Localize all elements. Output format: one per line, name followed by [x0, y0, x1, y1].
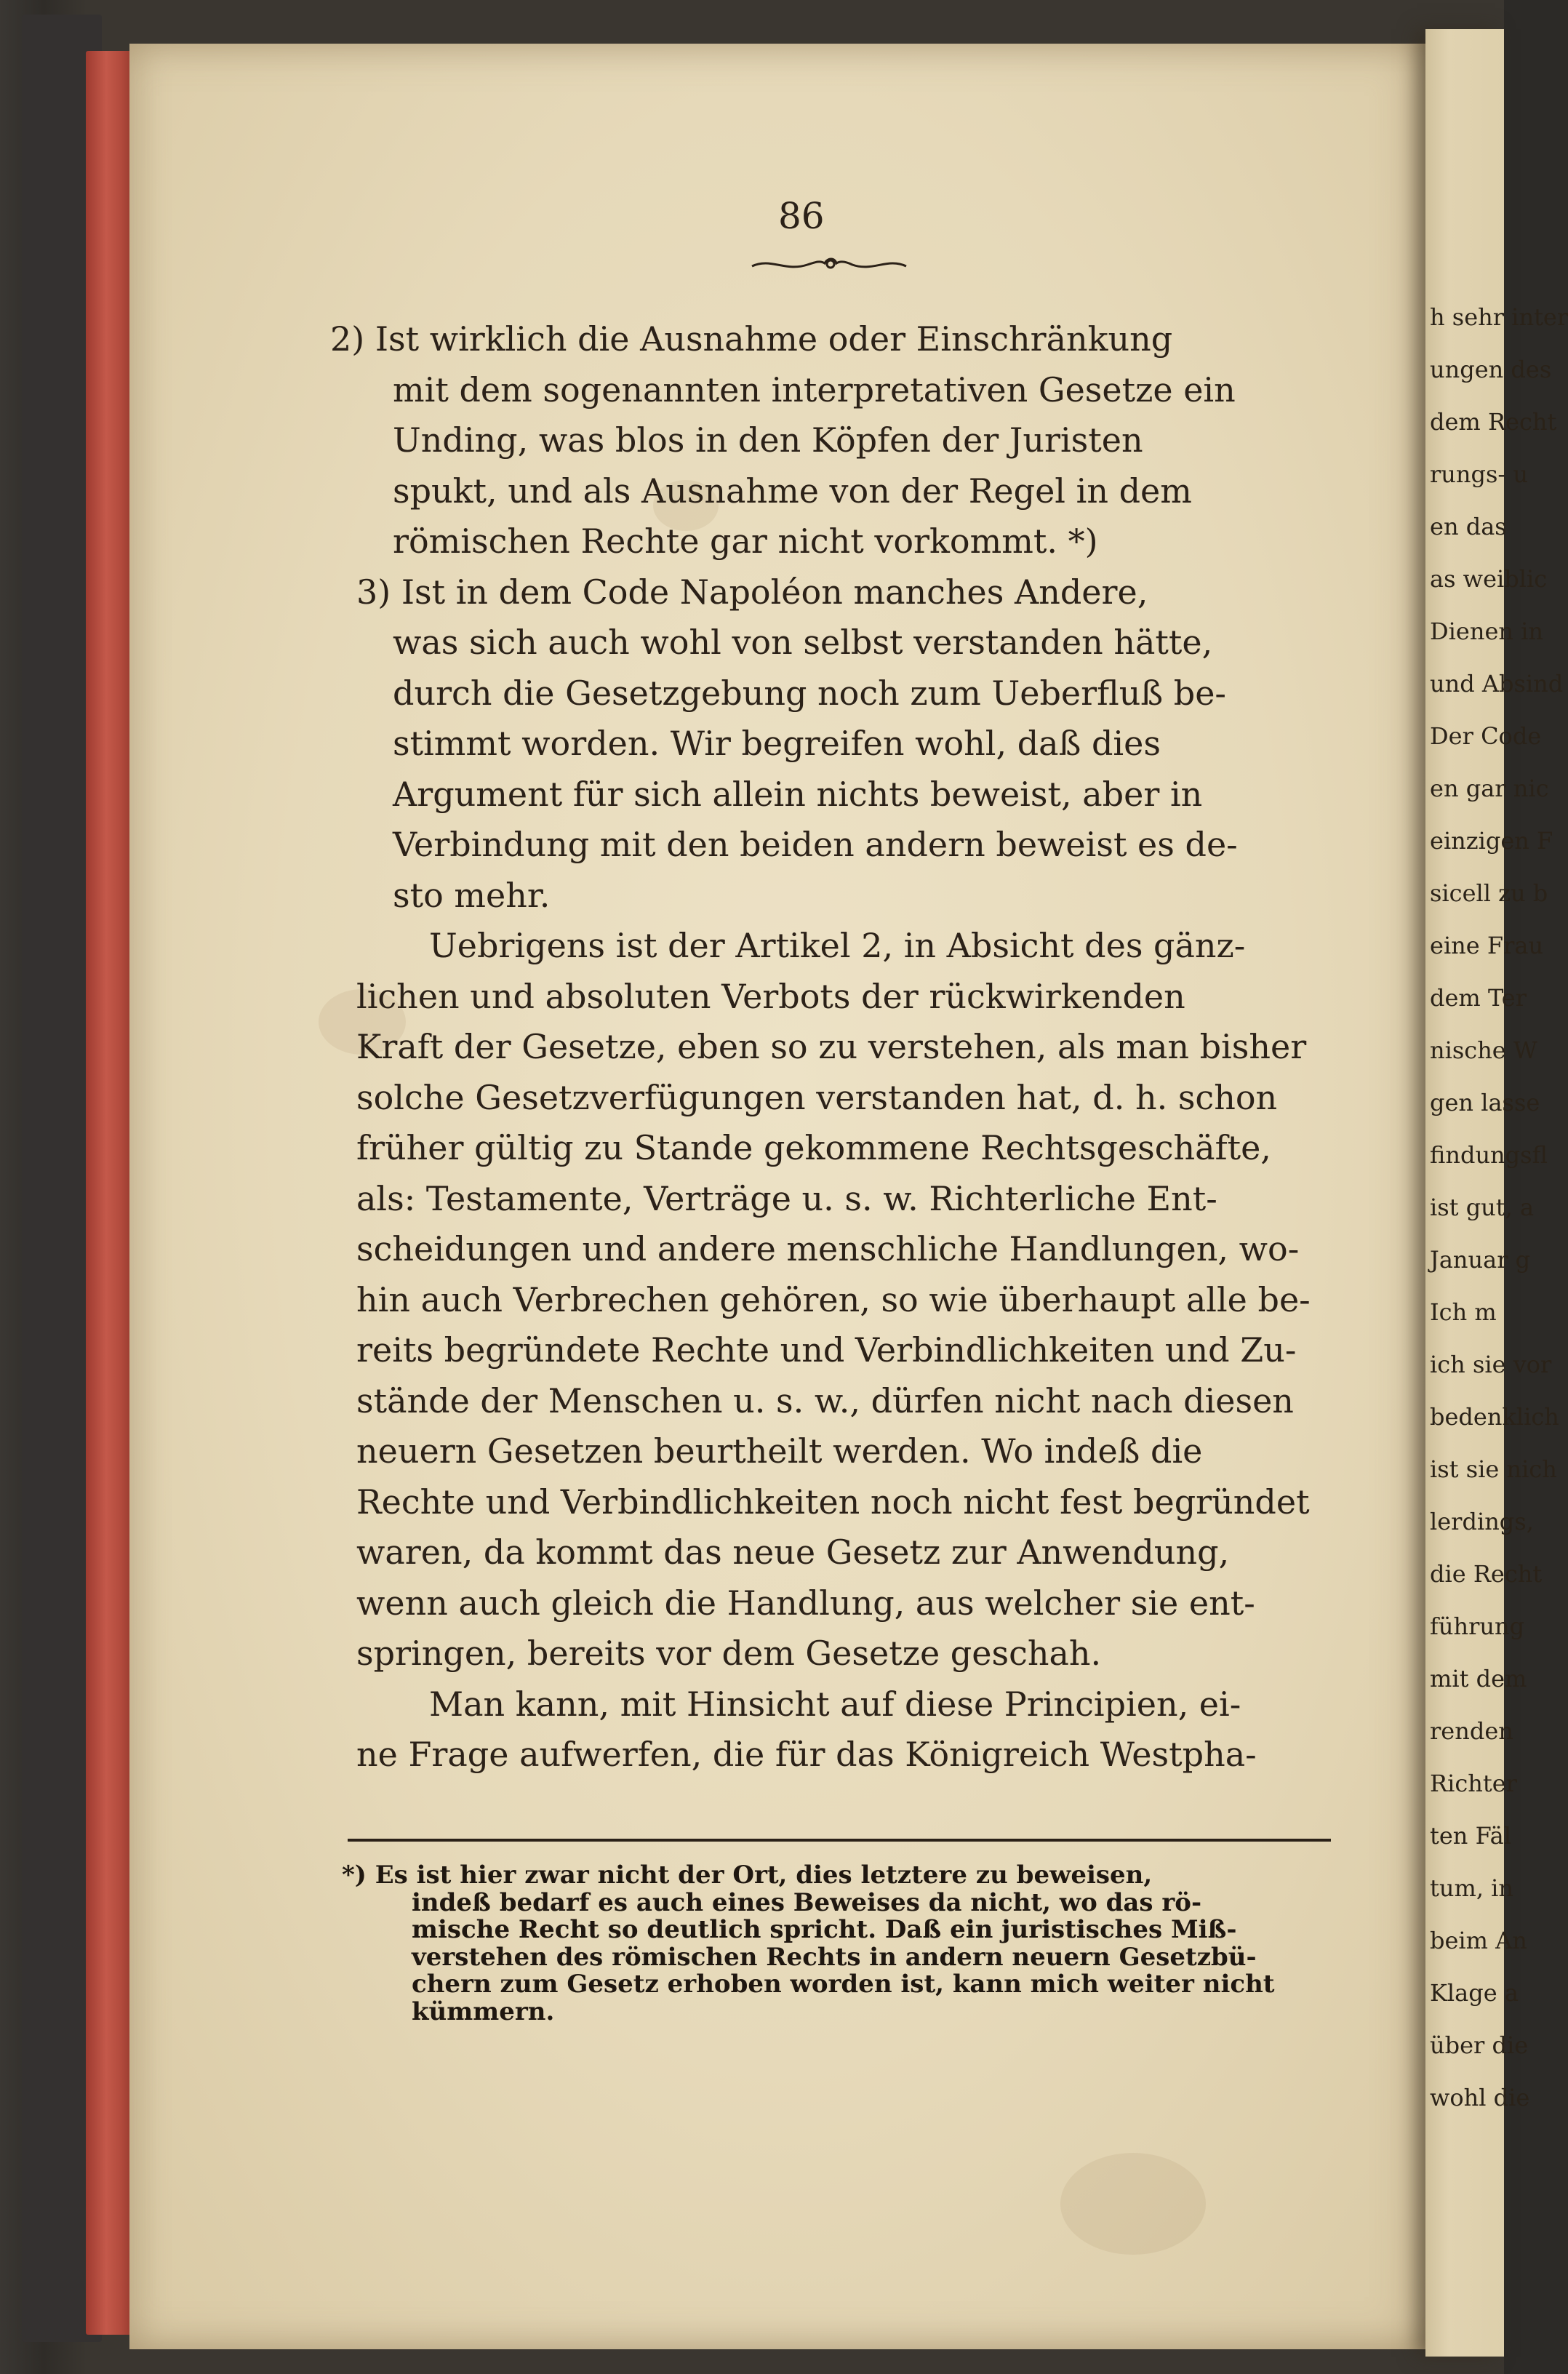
text-line: Man kann, mit Hinsicht auf diese Principien, ei-	[429, 1684, 1241, 1724]
facing-line: nische W	[1430, 1036, 1537, 1064]
facing-line: ich sie vor	[1430, 1351, 1552, 1378]
facing-line: ungen des	[1430, 356, 1552, 383]
facing-line: bedenklich	[1430, 1403, 1559, 1431]
facing-line: dem Recht	[1430, 408, 1557, 436]
facing-line: ten Fäl	[1430, 1822, 1511, 1850]
text-line: springen, bereits vor dem Gesetze geschah.	[356, 1634, 1102, 1673]
facing-line: sicell zu b	[1430, 879, 1548, 907]
facing-line: as weiblic	[1430, 565, 1548, 593]
text-line: mit dem sogenannten interpretativen Gesetze ein	[393, 369, 1236, 409]
facing-line: ist gut, a	[1430, 1194, 1535, 1221]
text-line: Uebrigens ist der Artikel 2, in Absicht des gänz-	[429, 926, 1246, 965]
facing-page-text	[1425, 29, 1568, 2124]
facing-page-edge	[1425, 29, 1568, 2357]
text-line: als: Testamente, Verträge u. s. w. Richterliche Ent-	[356, 1178, 1217, 1218]
facing-line: ist sie nich	[1430, 1455, 1557, 1483]
footnote-rule	[348, 1839, 1331, 1842]
paper-stain	[1060, 2153, 1206, 2255]
paragraph-item-3	[313, 567, 1345, 922]
text-line: Verbindung mit den beiden andern beweist es de-	[393, 825, 1238, 864]
text-line: Rechte und Verbindlichkeiten noch nicht fest begründet	[356, 1482, 1310, 1522]
facing-line: die Recht	[1430, 1560, 1543, 1588]
facing-line: gen lasse	[1430, 1089, 1540, 1116]
facing-line: findungsfl	[1430, 1141, 1548, 1169]
text-line: stimmt worden. Wir begreifen wohl, daß dies	[393, 724, 1161, 763]
text-line: 2) Ist wirklich die Ausnahme oder Einschränkung	[330, 319, 1173, 359]
facing-line: Klage a	[1430, 1979, 1519, 2007]
text-line: Kraft der Gesetze, eben so zu verstehen, als man bisher	[356, 1027, 1307, 1066]
facing-line: renden	[1430, 1717, 1513, 1745]
facing-line: Januar g	[1430, 1246, 1531, 1274]
text-line: ne Frage aufwerfen, die für das Königreich Westpha-	[356, 1735, 1257, 1774]
facing-line: über die	[1430, 2031, 1529, 2059]
facing-line: en das	[1430, 513, 1507, 540]
facing-line: eine Frau	[1430, 932, 1544, 959]
page-number: 86	[778, 195, 825, 237]
paragraph-body	[313, 921, 1345, 1679]
facing-line: rungs- u	[1430, 460, 1529, 488]
footnote-line: indeß bedarf es auch eines Beweises da nicht, wo das rö-	[412, 1887, 1202, 1917]
text-line: stände der Menschen u. s. w., dürfen nicht nach diesen	[356, 1380, 1294, 1420]
text-line: solche Gesetzverfügungen verstanden hat, d. h. schon	[356, 1077, 1278, 1117]
main-text	[313, 314, 1345, 1780]
facing-line: und Absind	[1430, 670, 1564, 698]
footnote-line: *) Es ist hier zwar nicht der Ort, dies letztere zu beweisen,	[342, 1861, 1153, 1890]
text-line: römischen Rechte gar nicht vorkommt. *)	[393, 521, 1098, 561]
facing-line: h sehr inter	[1430, 303, 1568, 331]
text-line: waren, da kommt das neue Gesetz zur Anwendung,	[356, 1532, 1230, 1572]
text-line: 3) Ist in dem Code Napoléon manches Andere,	[356, 572, 1148, 612]
facing-line: lerdings,	[1430, 1508, 1534, 1535]
facing-line: beim An	[1430, 1927, 1527, 1954]
facing-line: einzigen F	[1430, 827, 1553, 855]
text-line: was sich auch wohl von selbst verstanden hätte,	[393, 623, 1213, 662]
facing-line: en gar nic	[1430, 775, 1549, 802]
facing-line: dem Ter	[1430, 984, 1527, 1012]
text-line: sto mehr.	[393, 875, 551, 915]
paragraph-item-2	[313, 314, 1345, 567]
facing-line: führung	[1430, 1612, 1525, 1640]
footnote-line: mische Recht so deutlich spricht. Daß ein juristisches Miß-	[412, 1915, 1237, 1944]
text-line: spukt, und als Ausnahme von der Regel in dem	[393, 471, 1192, 511]
text-line: früher gültig zu Stande gekommene Rechtsgeschäfte,	[356, 1128, 1271, 1167]
facing-line: wohl die	[1430, 2084, 1530, 2111]
text-line: hin auch Verbrechen gehören, so wie überhaupt alle be-	[356, 1279, 1311, 1319]
facing-line: tum, in	[1430, 1874, 1513, 1902]
facing-line: mit dem	[1430, 1665, 1527, 1692]
text-line: scheidungen und andere menschliche Handlungen, wo-	[356, 1229, 1300, 1268]
facing-line: Dienen in	[1430, 618, 1543, 645]
text-line: lichen und absoluten Verbots der rückwirkenden	[356, 976, 1185, 1016]
text-line: durch die Gesetzgebung noch zum Ueberfluß be-	[393, 673, 1226, 713]
text-line: wenn auch gleich die Handlung, aus welcher sie ent-	[356, 1583, 1255, 1623]
footnote-line: chern zum Gesetz erhoben worden ist, kann mich weiter nicht	[412, 1970, 1275, 1999]
facing-line: Ich m	[1430, 1298, 1497, 1326]
footnote	[342, 1862, 1338, 2026]
facing-line: Der Code	[1430, 722, 1542, 750]
paragraph-body	[313, 1679, 1345, 1780]
footnote-line: verstehen des römischen Rechts in andern neuern Gesetzbü-	[412, 1942, 1257, 1972]
ornamental-divider-icon	[749, 253, 909, 275]
text-line: neuern Gesetzen beurtheilt werden. Wo indeß die	[356, 1431, 1203, 1471]
text-line: Argument für sich allein nichts beweist, aber in	[393, 774, 1203, 814]
facing-line: Richter	[1430, 1770, 1517, 1797]
text-line: Unding, was blos in den Köpfen der Juristen	[393, 420, 1143, 460]
text-line: reits begründete Rechte und Verbindlichkeiten und Zu-	[356, 1330, 1297, 1370]
footnote-line: kümmern.	[412, 1997, 555, 2026]
